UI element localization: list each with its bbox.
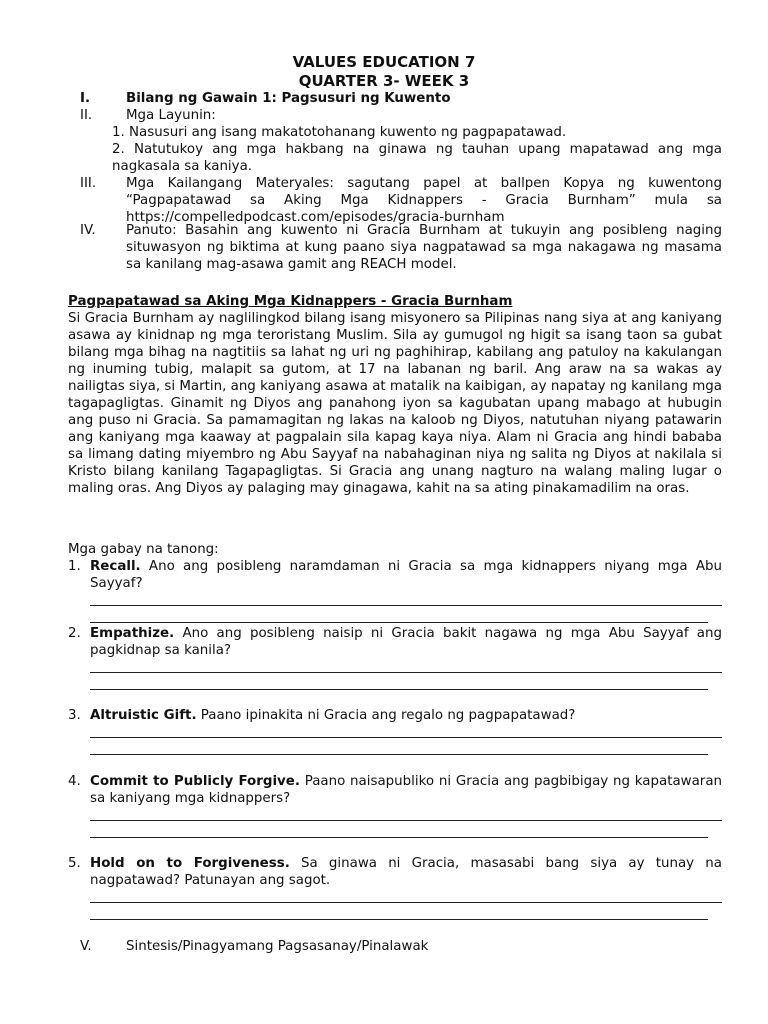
question-body: Ano ang posibleng naramdaman ni Gracia sa mga kidnappers niyang mga Abu Sayyaf?	[90, 559, 722, 591]
section-number: V.	[80, 939, 92, 954]
question-text	[90, 855, 722, 889]
guide-heading: Mga gabay na tanong:	[68, 542, 219, 557]
question-text	[90, 558, 722, 592]
question-label: Altruistic Gift.	[90, 708, 197, 723]
question-number: 5.	[68, 856, 81, 871]
question-text	[90, 707, 722, 724]
answer-line[interactable]	[90, 737, 722, 738]
question-body: Ano ang posibleng naisip ni Gracia bakit nagawa ng mga Abu Sayyaf ang pagkidnap sa kanila?	[90, 626, 722, 658]
objective-1: 1. Nasusuri ang isang makatotohanang kuwento ng pagpapatawad.	[112, 125, 567, 140]
story-title: Pagpapatawad sa Aking Mga Kidnappers - Gracia Burnham	[68, 294, 513, 309]
question-label: Empathize.	[90, 626, 175, 641]
question-number: 1.	[68, 559, 81, 574]
question-number: 3.	[68, 708, 81, 723]
story-body: Si Gracia Burnham ay naglilingkod bilang isang misyonero sa Pilipinas nang siya at ang kaniyang asawa ay kinidnap ng mga teroristang Muslim. Sila ay gumugol ng higit sa isang taon sa gubat bilang mga bihag na nagtitiis sa lahat ng uri ng paghihirap, kabilang ang patuloy na kakulangan ng inuming tubig, malapit sa gutom, at 17 na labanan ng baril. Ang araw na sa wakas ay nailigtas siya, si Martin, ang kaniyang asawa at matalik na kaibigan, ay napatay ng kanilang mga tagapagligtas. Ginamit ng Diyos ang panahong iyon sa kagubatan upang mabago at hubugin ang puso ni Gracia. Sa pamamagitan ng lakas na kaloob ng Diyos, natutuhan niyang patawarin ang kaniyang mga kaaway at pagpalain sila kapag kaya niya. Alam ni Gracia ang hindi bababa sa limang dating miyembro ng Abu Sayyaf na nabahaginan niya ng salita ng Diyos at nakilala si Kristo bilang kanilang Tagapagligtas. Si Gracia ang unang nagturo na walang maling lugar o maling oras. Ang Diyos ay palaging may ginagawa, kahit na sa ating pinakamadilim na oras.	[68, 311, 722, 496]
section-number: I.	[80, 91, 91, 106]
answer-line[interactable]	[90, 605, 722, 606]
question-label: Commit to Publicly Forgive.	[90, 774, 300, 789]
objective-2	[112, 141, 722, 175]
section-number: IV.	[80, 223, 96, 238]
answer-line[interactable]	[90, 622, 708, 623]
answer-line[interactable]	[90, 919, 708, 920]
section-text: Mga Kailangang Materyales: sagutang papel at ballpen Kopya ng kuwentong “Pagpapatawad sa Aking Mga Kidnappers - Gracia Burnham” mula sa https://compelledpodcast.com/episodes/gracia-burnham	[126, 176, 722, 225]
section-text: Bilang ng Gawain 1: Pagsusuri ng Kuwento	[126, 91, 451, 106]
question-text	[90, 625, 722, 659]
question-body: Sa ginawa ni Gracia, masasabi bang siya ay tunay na nagpatawad? Patunayan ang sagot.	[90, 856, 723, 888]
answer-line[interactable]	[90, 837, 708, 838]
answer-line[interactable]	[90, 689, 708, 690]
section-text: Sintesis/Pinagyamang Pagsasanay/Pinalawak	[126, 939, 429, 954]
answer-line[interactable]	[90, 902, 722, 903]
answer-line[interactable]	[90, 672, 722, 673]
answer-line[interactable]	[90, 820, 722, 821]
answer-line[interactable]	[90, 754, 708, 755]
question-number: 2.	[68, 626, 81, 641]
section-text: Panuto: Basahin ang kuwento ni Gracia Burnham at tukuyin ang posibleng naging situwasyon ng biktima at kung paano siya nagpatawad sa mga nakagawa ng masama sa kanilang mag-asawa gamit ang REACH model.	[126, 223, 722, 272]
question-text	[90, 773, 722, 807]
question-label: Recall.	[90, 559, 141, 574]
question-number: 4.	[68, 774, 81, 789]
question-label: Hold on to Forgiveness.	[90, 856, 290, 871]
section-text: Mga Layunin:	[126, 108, 216, 123]
section-number: II.	[80, 108, 93, 123]
objective-2-text: 2. Natutukoy ang mga hakbang na ginawa ng tauhan upang mapatawad ang mga nagkasala sa kaniya.	[112, 142, 722, 174]
section-number: III.	[80, 176, 97, 191]
question-body: Paano naisapubliko ni Gracia ang pagbibigay ng kapatawaran sa kaniyang mga kidnappers?	[90, 774, 723, 806]
question-body: Paano ipinakita ni Gracia ang regalo ng pagpapatawad?	[196, 708, 576, 723]
page-title: VALUES EDUCATION 7	[292, 53, 476, 71]
page-subtitle: QUARTER 3- WEEK 3	[298, 72, 470, 90]
